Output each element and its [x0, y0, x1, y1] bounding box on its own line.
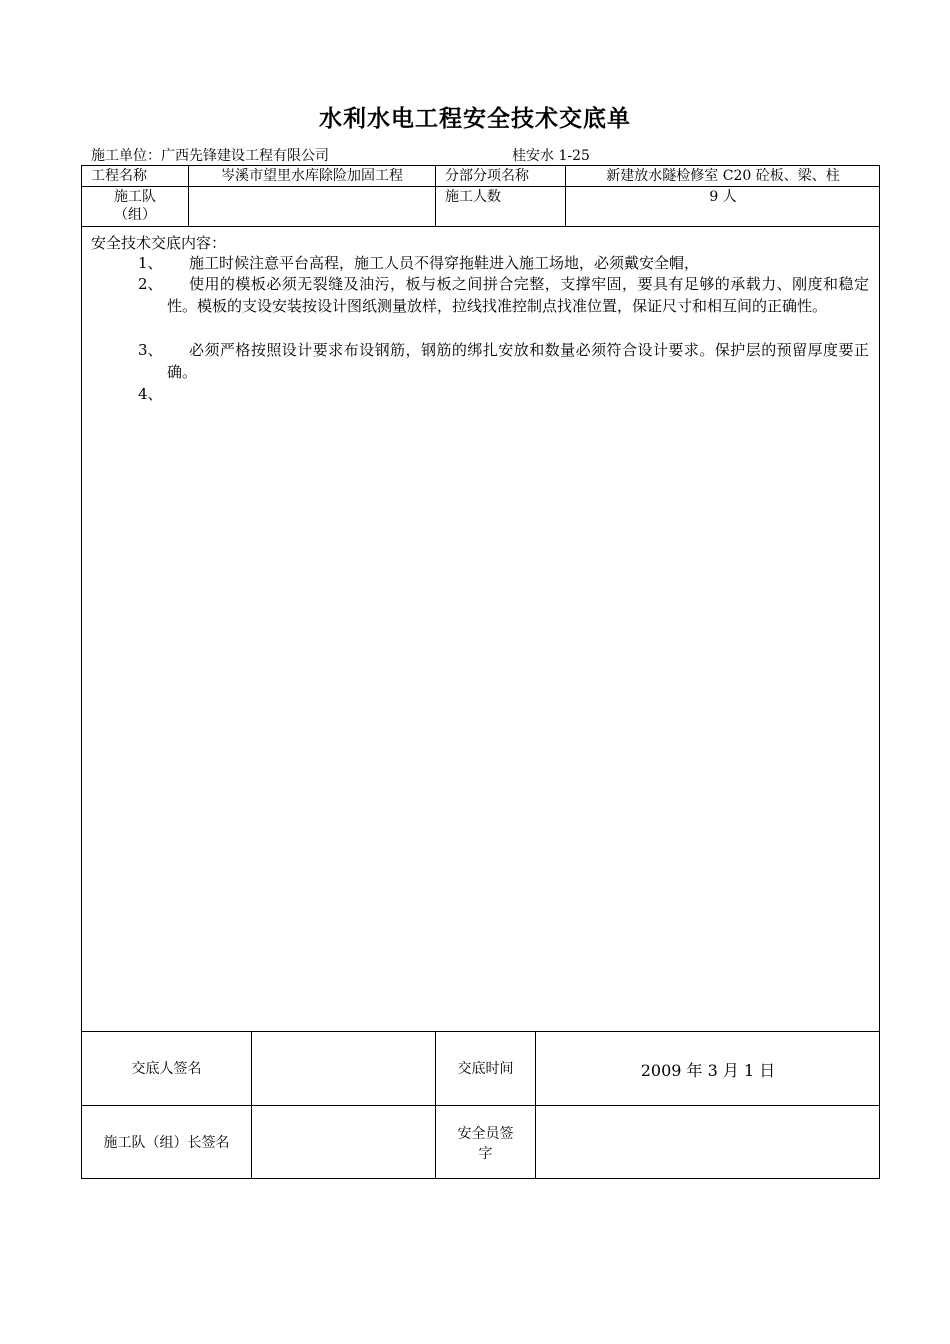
- team-leader-signature-label: 施工队（组）长签名: [103, 1135, 230, 1151]
- team-label-line2: （组）: [114, 207, 156, 223]
- discloser-signature-label: 交底人签名: [131, 1061, 202, 1077]
- team-label-line1: 施工队: [114, 189, 156, 205]
- safety-officer-label-line2: 字: [478, 1146, 493, 1162]
- document-code: 桂安水 1-25: [512, 148, 590, 164]
- item-number: 4、: [138, 385, 163, 403]
- column-divider: [535, 1031, 536, 1179]
- project-name-label: 工程名称: [91, 168, 147, 184]
- column-divider: [435, 165, 436, 226]
- row-divider: [81, 186, 880, 187]
- item-text: 使用的模板必须无裂缝及油污，板与板之间拼合完整，支撑牢固，要具有足够的承载力、刚度和稳定性。模板的支设安装按设计图纸测量放样，拉线找准控制点找准位置，保证尺寸和相互间的正确性。: [167, 275, 869, 315]
- column-divider: [251, 1031, 252, 1179]
- row-divider: [81, 1031, 880, 1032]
- workers-value: 9 人: [709, 189, 737, 205]
- item-text: 必须严格按照设计要求布设钢筋，钢筋的绑扎安放和数量必须符合设计要求。保护层的预留厚度要正确。: [167, 341, 869, 381]
- content-heading: 安全技术交底内容：: [91, 234, 227, 252]
- disclosure-time-label: 交底时间: [457, 1061, 514, 1077]
- project-name-value: 岑溪市望里水库除险加固工程: [221, 168, 403, 184]
- row-divider: [81, 1105, 880, 1106]
- construction-unit: 施工单位：广西先锋建设工程有限公司: [91, 148, 329, 164]
- item-number: 3、: [138, 341, 163, 359]
- row-divider: [81, 226, 880, 227]
- document-title: 水利水电工程安全技术交底单: [319, 106, 631, 132]
- sub-item-value: 新建放水隧检修室 C20 砼板、梁、柱: [606, 168, 840, 184]
- item-number: 1、: [138, 254, 163, 272]
- safety-officer-label-line1: 安全员签: [457, 1126, 514, 1142]
- item-number: 2、: [138, 275, 163, 293]
- workers-label: 施工人数: [445, 189, 501, 205]
- disclosure-time-value: 2009 年 3 月 1 日: [640, 1061, 776, 1080]
- disclosure-form-table: [81, 165, 880, 1179]
- item-text: 施工时候注意平台高程，施工人员不得穿拖鞋进入施工场地，必须戴安全帽，: [189, 254, 700, 272]
- sub-item-label: 分部分项名称: [445, 168, 529, 184]
